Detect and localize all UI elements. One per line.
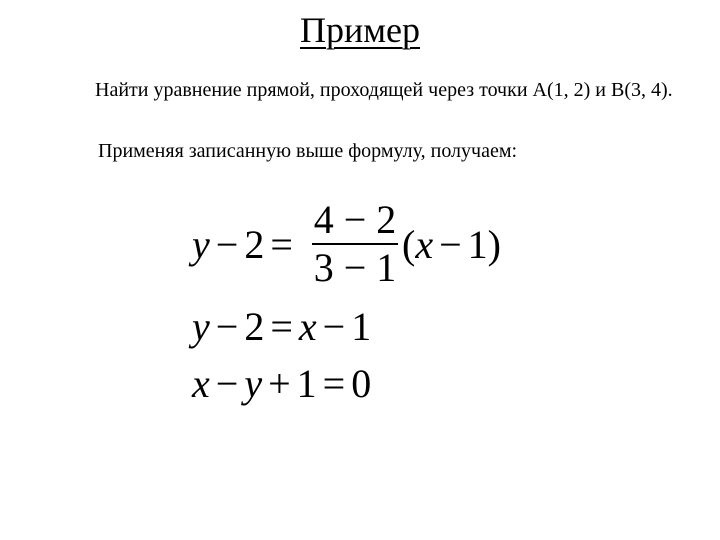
constant-2: 2 [244, 304, 265, 349]
minus-sign: − [215, 361, 239, 406]
equals-sign: = [270, 304, 293, 349]
constant-2: 2 [244, 222, 265, 267]
var-x: x [192, 361, 210, 406]
equation-3 [192, 362, 371, 406]
var-y: y [244, 361, 263, 406]
minus-sign: − [439, 222, 462, 267]
equals-sign: = [322, 361, 346, 406]
equation-1-rhs [402, 223, 501, 267]
var-y: y [192, 222, 210, 267]
constant-1: 1 [351, 304, 372, 349]
solution-intro: Применяя записанную выше формулу, получаем: [98, 140, 518, 162]
minus-sign: − [215, 222, 239, 267]
equals-sign: = [270, 222, 293, 267]
var-x: x [298, 304, 317, 349]
slide-title [0, 8, 720, 52]
slope-fraction [312, 197, 398, 290]
fraction-numerator: 4 − 2 [313, 197, 397, 242]
problem-statement: Найти уравнение прямой, проходящей через точки A(1, 2) и B(3, 4). [95, 79, 673, 101]
fraction-denominator: 3 − 1 [313, 245, 397, 290]
constant-0: 0 [351, 361, 372, 406]
var-y: y [192, 304, 210, 349]
plus-sign: + [268, 361, 291, 406]
minus-sign: − [322, 304, 346, 349]
constant-1: 1 [296, 361, 317, 406]
equation-1-lhs [192, 223, 299, 267]
slide-title-text: Пример [299, 10, 421, 50]
open-paren: ( [402, 222, 416, 267]
constant-1: 1 [467, 222, 488, 267]
minus-sign: − [215, 304, 239, 349]
var-x: x [415, 222, 434, 267]
equation-2 [192, 305, 371, 349]
close-paren: ) [487, 222, 501, 267]
